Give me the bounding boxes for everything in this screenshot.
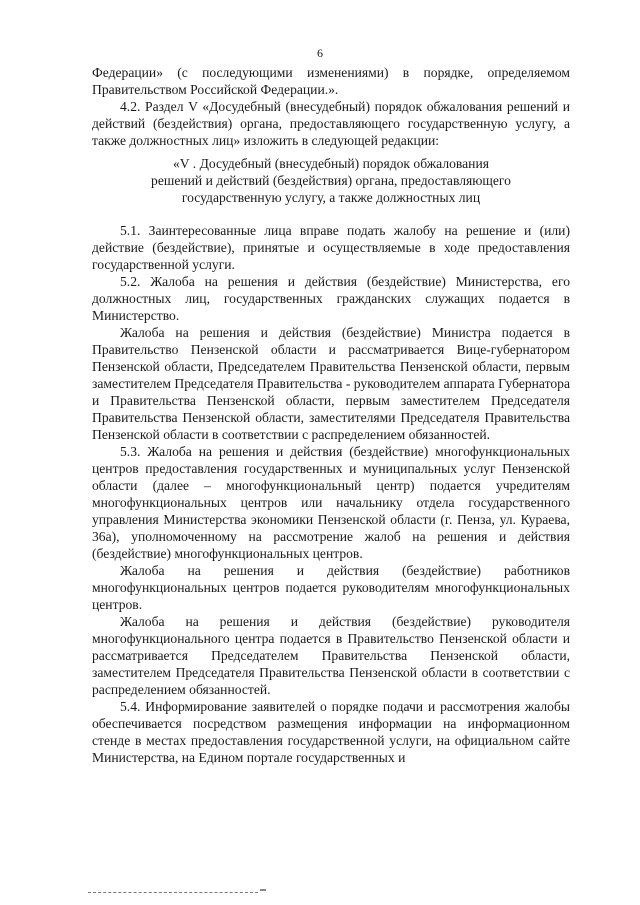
page-number: 6 [317,46,323,60]
paragraph-continuation: Федерации» (с последующими изменениями) в порядке, определяемом Правительством Российской Федерации.». [92,65,570,97]
paragraph-5-4: 5.4. Информирование заявителей о порядке подачи и рассмотрения жалобы обеспечивается посредством размещения информации на информационном стенде в местах предоставления государственной услуги, на официальном сайте Министерства, на Едином портале государственных и [92,699,570,765]
paragraph-5-2: 5.2. Жалоба на решения и действия (бездействие) Министерства, его должностных лиц, государственных гражданских служащих подается в Министерство. [92,274,570,323]
paragraph-mfc-workers: Жалоба на решения и действия (бездействие) работников многофункциональных центров подается руководителям многофункциональных центров. [92,563,570,612]
document-body [92,64,570,766]
paragraph-minister-complaint: Жалоба на решения и действия (бездействие) Министра подается в Правительство Пензенской области и рассматривается Вице-губернатором Пензенской области, Председателем Правительства Пензенской области, первым заместителем Председателя Правительства - руководителем аппарата Губернатора и Правительства Пензенской области, первым заместителем Председателя Правительства Пензенской области, заместителями Председателя Правительства Пензенской области в соответствии с распределением обязанностей. [92,325,570,442]
footer-mark [260,889,266,891]
paragraph-4-2: 4.2. Раздел V «Досудебный (внесудебный) порядок обжалования решений и действий (бездействия) органа, предоставляющего государственную услугу, а также должностных лиц» изложить в следующей редакции: [92,99,570,148]
section-heading-line: решений и действий (бездействия) органа, предоставляющего [151,173,511,188]
section-heading-line: государственную услугу, а также должностных лиц [181,190,481,205]
section-heading [92,155,570,206]
paragraph-5-3: 5.3. Жалоба на решения и действия (бездействие) многофункциональных центров предоставления государственных и муниципальных услуг Пензенской области (далее – многофункциональный центр) подается учредителям многофункциональных центров или начальнику отдела государственного управления Министерства экономики Пензенской области (г. Пенза, ул. Кураева, 36а), уполномоченному на рассмотрение жалоб на решения и действия (бездействие) многофункциональных центров. [92,444,570,561]
footer-divider [88,892,258,893]
paragraph-5-1: 5.1. Заинтересованные лица вправе подать жалобу на решение и (или) действие (бездействие), принятые и осуществляемые в ходе предоставления государственной услуги. [92,223,570,272]
section-heading-line: «V . Досудебный (внесудебный) порядок обжалования [173,156,489,171]
paragraph-mfc-head: Жалоба на решения и действия (бездействие) руководителя многофункционального центра подается в Правительство Пензенской области и рассматривается Председателем Правительства Пензенской области, заместителем Председателя Правительства Пензенской области в соответствии с распределением обязанностей. [92,614,570,697]
